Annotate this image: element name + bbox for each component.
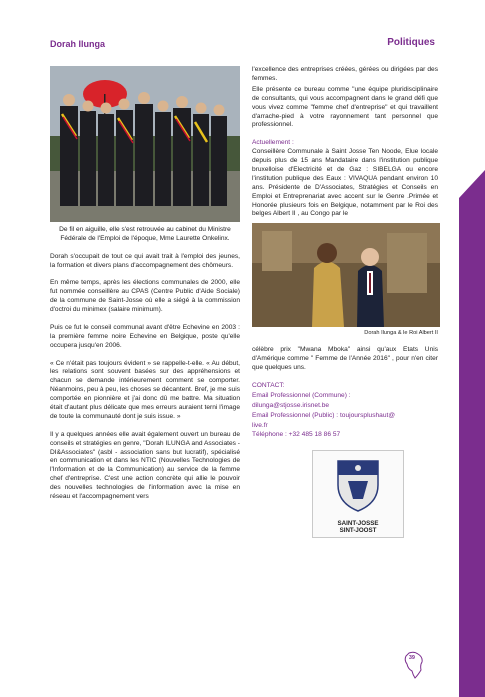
section-header: Politiques [387,37,435,48]
group-photo [50,66,240,222]
right-paragraph-2: Elle présente ce bureau comme "une équipe pluridisciplinaire de consultants, qui vous accompagnent dans le grand défi que vous vivez comme "femme chef d'entreprise" et qui travaillent d'arrache-pied à votre rayonnement tant personnel que professionnel. [252,85,438,129]
actuellement-paragraph: Conseillère Communale à Saint Josse Ten Noode, Elue locale depuis plus de 15 ans Mandataire dans l'institution publique bruxelloise d'Electricité et de Gaz : SIBELGA ou encore l'institution publique des Eaux : VIVAQUA pendant environ 10 ans. Présidente de D'Associates, Stratégies et Conseils en Emploi et Entreprenariat avec accent sur le Genre .Primée et Honorée plusieurs fois en Belgique, notamment par le Roi des belges Albert II , au Congo par le [252,148,438,218]
email-commune-link[interactable]: dilunga@stjosse.irisnet.be [252,401,330,409]
author-header: Dorah Ilunga [50,39,106,49]
actuellement-heading: Actuellement : [252,139,294,147]
saint-josse-logo [312,450,404,538]
left-paragraph-1: Dorah s'occupait de tout ce qui avait trait à l'emploi des jeunes, la formation et divers plans d'accompagnement des chômeurs. [50,252,240,269]
left-paragraph-4: « Ce n'était pas toujours évident » se rappelle-t-elle. « Au début, les relations sont souvent basées sur des appréhensions et chacun se demande intérieurement comment se comporter. Néanmoins, peu à peu, les choses se décantent. Bref, je me suis comportée en pionnière et j'ai donc dû me battre. Ma situation était d'autant plus délicate que mes erreurs auraient terni l'image de toute la communauté dont je suis issue. » [50,359,240,420]
phone-number[interactable]: Téléphone : +32 485 18 86 57 [252,431,341,439]
purple-side-band [459,170,485,697]
email-public-label[interactable]: Email Professionnel (Public) : toujoursplushaut@ [252,411,396,419]
right-column [252,66,438,538]
left-paragraph-3: Puis ce fut le conseil communal avant d'être Echevine en 2003 : la première femme noire Echevine en Belgique, poste qu'elle occupera jusqu'en 2006. [50,323,240,349]
contact-heading: CONTACT: [252,381,285,389]
email-commune-label: Email Professionnel (Commune) : [252,391,351,399]
coat-of-arms-icon [333,455,383,513]
king-photo-illustration [252,223,440,327]
page-number: 39 [408,655,415,661]
left-paragraph-5: Il y a quelques années elle avait également ouvert un bureau de conseils et stratégies en genre, "Dorah ILUNGA and Associates - DI&Associates" (asbl - association sans but lucratif), spécialisé en communication et dans les NTIC (Nouvelles Technologies de l'Information et de la Communication) au service de la femme chef d'entreprise. C'est une action concrète qui allie le pouvoir des nouvelles technologies de l'information avec la mise en réseau et l'accompagnement vers [50,430,240,501]
contact-block [252,382,438,440]
group-photo-illustration [50,66,240,222]
group-photo-caption: De fil en aiguille, elle s'est retrouvée au cabinet du Ministre Fédérale de l'Emploi de l'époque, Mme Laurette Onkelinx. [59,226,231,242]
email-public-link[interactable]: live.fr [252,421,268,429]
right-paragraph-1: l'excellence des entreprises créées, gérées ou dirigées par des femmes. [252,66,438,82]
left-paragraph-2: En même temps, après les élections communales de 2000, elle fut nommée conseillère au CPAS (Centre Public d'Aide Sociale) de la commune de Saint-Josse où elle a siégé à la commission d'octroi du minimex (salaire minimum). [50,279,240,314]
logo-text-line1: SAINT-JOSSE [337,520,379,528]
logo-text-line2: SINT-JOOST [339,527,377,535]
mwana-mboka-paragraph: célèbre prix "Mwana Mboka" ainsi qu'aux Etats Unis d'Amérique comme " Femme de l'Année 2016" , pour n'en citer que quelques uns. [252,346,438,372]
king-photo-caption: Dorah Ilunga & le Roi Albert II [364,330,438,337]
king-photo [252,223,440,327]
left-column [50,66,240,511]
